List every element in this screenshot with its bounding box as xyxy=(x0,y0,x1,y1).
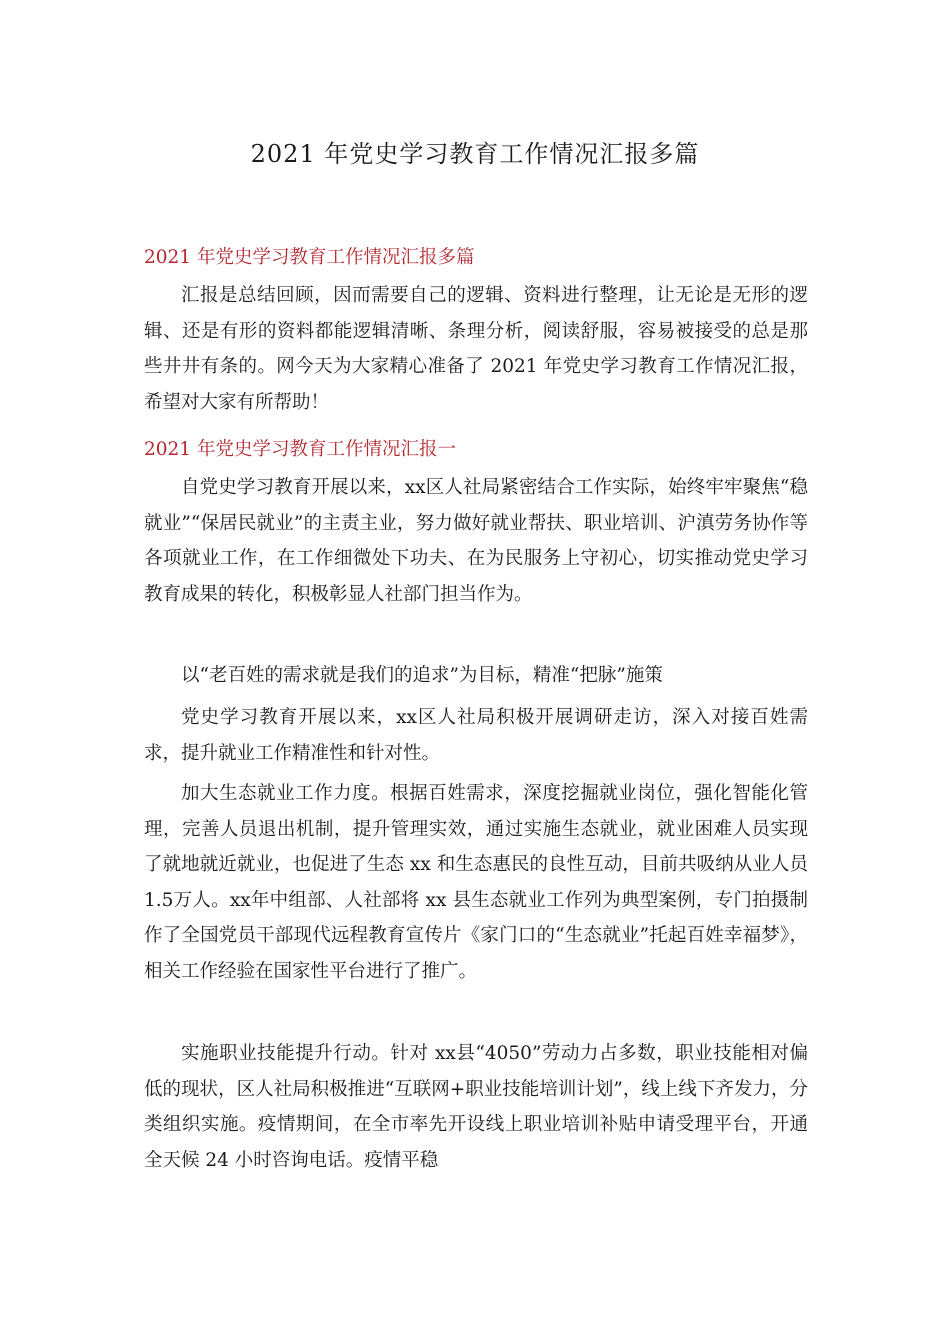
intro-paragraph: 汇报是总结回顾，因而需要自己的逻辑、资料进行整理，让无论是无形的逻辑、还是有形的资料都能逻辑清晰、条理分析，阅读舒服，容易被接受的总是那些井井有条的。网今天为大家精心准备了 2021 年党史学习教育工作情况汇报，希望对大家有所帮助！ xyxy=(144,285,808,413)
body-paragraph: 自党史学习教育开展以来，xx区人社局紧密结合工作实际，始终牢牢聚焦“稳就业”“保居民就业”的主责主业，努力做好就业帮扶、职业培训、沪滇劳务协作等各项就业工作，在工作细微处下功夫、在为民服务上守初心，切实推动党史学习教育成果的转化，积极彰显人社部门担当作为。 xyxy=(144,477,808,605)
document-title: 2021 年党史学习教育工作情况汇报多篇 xyxy=(250,140,700,168)
subheading-paragraph: 以“老百姓的需求就是我们的追求”为目标，精准“把脉”施策 xyxy=(181,665,663,686)
body-paragraph: 实施职业技能提升行动。针对 xx县“4050”劳动力占多数，职业技能相对偏低的现状，区人社局积极推进“互联网+职业技能培训计划”，线上线下齐发力，分类组织实施。疫情期间，在全市率先开设线上职业培训补贴申请受理平台，开通全天候 24 小时咨询电话。疫情平稳 xyxy=(144,1043,808,1171)
body-paragraph: 党史学习教育开展以来，xx区人社局积极开展调研走访，深入对接百姓需求，提升就业工作精准性和针对性。 xyxy=(144,707,808,764)
section-heading: 2021 年党史学习教育工作情况汇报一 xyxy=(144,439,456,460)
body-paragraph: 加大生态就业工作力度。根据百姓需求，深度挖掘就业岗位，强化智能化管理，完善人员退出机制，提升管理实效，通过实施生态就业，就业困难人员实现了就地就近就业，也促进了生态 xx 和生态惠民的良性互动，目前共吸纳从业人员 1.5万人。xx年中组部、人社部将 xx 县生态就业工作列为典型案例，专门拍摄制作了全国党员干部现代远程教育宣传片《家门口的“生态就业”托起百姓幸福梦》，相关工作经验在国家性平台进行了推广。 xyxy=(144,783,808,982)
section-heading: 2021 年党史学习教育工作情况汇报多篇 xyxy=(144,247,475,268)
